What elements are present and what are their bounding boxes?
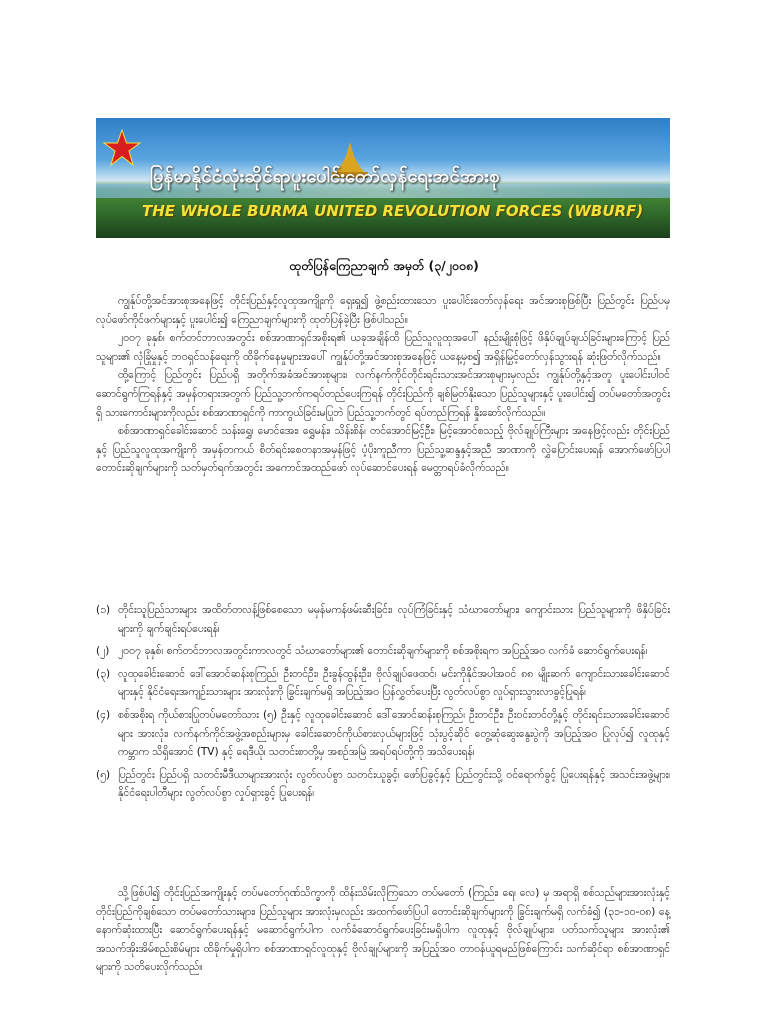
closing-paragraph: သို့ဖြစ်ပါ၍ တိုင်းပြည်အကျိုးနှင့် တပ်မတော်ဂုဏ်သိက္ခာကို ထိန်းသိမ်းလိုကြသော တပ်မတော် (ကြည်း၊ ရေ၊ လေ) မှ အရာရှိ စစ်သည်များအားလုံးနှင့် တိုင်းပြည်ကိုချစ်သော တပ်မတော်သားများ၊ ပြည်သူများ အားလုံးမှလည်း အထက်ဖော်ပြပါ တောင်းဆိုချက်များကို ခြွင်းချက်မရှိ လက်ခံ၍ (၃၁-၁၀-၀၈) နေ့ နောက်ဆုံးထားပြီး ဆောင်ရွက်ပေးရန်နှင့် မဆောင်ရွက်ပါက လက်ခံဆောင်ရွက်ပေးခြင်းမရှိပါက လူထုနှင့် ဗိုလ်ချုပ်များ၊ ပတ်သက်သူများ အားလုံး၏ အသက်အိုးအိမ်စည်းစိမ်များ ထိခိုက်မှုရှိပါက စစ်အာဏာရှင်လူထုနှင့် ဗိုလ်ချုပ်များကို အပြည့်အဝ တာဝန်ယူရမည်ဖြစ်ကြောင်း သက်ဆိုင်ရာ စစ်အာဏာရှင် များကို သတိပေးလိုက်သည်။ [96,887,670,974]
paragraph: ကျွန်ုပ်တို့အင်အားစုအနေဖြင့် တိုင်းပြည်နှင့်လူထုအကျိုးကို ရှေးရှု၍ ဖွဲ့စည်းထားသော ပူးပေါင်းတော်လှန်ရေး အင်အားစုဖြစ်ပြီး ပြည်တွင်း ပြည်ပမှ လုပ်ဖော်ကိုင်ဖက်များနှင့် ပူးပေါင်း၍ ကြေညာချက်များကို ထုတ်ပြန်ခဲ့ပြီး ဖြစ်ပါသည်။ [96,295,670,326]
demand-text: ပြည်တွင်း ပြည်ပရှိ သတင်းမီဒီယာများအားလုံး လွတ်လပ်စွာ သတင်းယူခွင့်၊ ဖော်ပြခွင့်နှင့် ပြည်တွင်းသို့ ဝင်ရောက်ခွင့် ပြုပေးရန်နှင့် အသင်းအဖွဲ့များ၊ နိုင်ငံရေးပါတီများ လွတ်လပ်စွာ လှုပ်ရှားခွင့် ပြုပေးရန်၊ [118,768,670,800]
demand-item [96,706,670,762]
banner-title: မြန်မာနိုင်ငံလုံးဆိုင်ရာပူးပေါင်းတော်လှန်ရေးအင်အားစု [150,166,500,187]
closing-section [96,884,670,977]
demand-item [96,766,670,803]
demand-number: (၅) [96,768,111,781]
demand-text: ၂၀၀၇ ခုနှစ်၊ စက်တင်ဘာလအတွင်းကာလတွင် သံဃာတော်များ၏ တောင်းဆိုချက်များကို စစ်အစိုးရက အပြည့်အဝ လက်ခံ ဆောင်ရွက်ပေးရန်၊ [118,645,648,658]
demand-text: စစ်အစိုးရ ကိုယ်စားပြုတပ်မတော်သား (၅) ဦးနှင့် လူထုခေါင်းဆောင် ဒေါ်အောင်ဆန်းစုကြည်၊ ဦးတင်ဦး၊ ဦးဝင်းတင်တို့နှင့် တိုင်းရင်းသားခေါင်းဆောင်များ အားလုံး၊ လက်နက်ကိုင်အဖွဲ့အစည်းများမှ ခေါင်းဆောင်ကိုယ်စားလှယ်များဖြင့် သုံးပွင့်ဆိုင် တွေ့ဆုံဆွေးနွေးပွဲကို အပြည့်အဝ ပြုလုပ်၍ လူထုနှင့်ကမ္ဘာက သိရှိအောင် (TV) နှင့် ရေဒီယို၊ သတင်းစာတို့မှ အစဉ်အမြဲ အရပ်ရပ်တို့ကို အသိပေးရန်၊ [118,708,670,759]
red-star-icon [102,128,142,168]
banner-subtitle: THE WHOLE BURMA UNITED REVOLUTION FORCES (WBURF) [142,202,644,220]
demand-number: (၄) [96,708,111,721]
paragraph: စစ်အာဏာရှင်ခေါင်းဆောင် သန်းရွှေ၊ မောင်အေး၊ ရွှေမန်း၊ သိန်းစိန်၊ တင်အောင်မြင့်ဦး၊ မြင့်အောင်စသည့် ဗိုလ်ချုပ်ကြီးများ အနေဖြင့်လည်း တိုင်းပြည်နှင့် ပြည်သူလူထုအကျိုးကို အမှန်တကယ် စိတ်ရင်းစေတနာအမှန်ဖြင့် ပံ့ပိုးကူညီကာ ပြည်သူ့ဆန္ဒနှင့်အညီ အာဏာကို လွှဲပြောင်းပေးရန် အောက်ဖော်ပြပါ တောင်းဆိုချက်များကို သတ်မှတ်ရက်အတွင်း အကောင်အထည်ဖော် လုပ်ဆောင်ပေးရန် မေတ္တာရပ်ခံလိုက်သည်။ [96,425,670,475]
demand-number: (၂) [96,645,110,658]
demand-text: တိုင်းသူပြည်သားများ အထိတ်တလန့်ဖြစ်စေသော မမှန်မကန်ဖမ်းဆီးခြင်း၊ လုပ်ကြံခြင်းနှင့် သံဃာတော်များ၊ ကျောင်းသား ပြည်သူများကို ဖိနှိပ်ခြင်းများကို ချက်ချင်းရပ်ပေးရန်၊ [118,604,670,635]
demand-item [96,601,670,638]
header-banner [96,118,670,238]
paragraph: ထို့ကြောင့် ပြည်တွင်း ပြည်ပရှိ အတိုက်အခံအင်အားစုများ၊ လက်နက်ကိုင်တိုင်းရင်းသားအင်အားစုများမှလည်း ကျွန်ုပ်တို့နှင့်အတူ ပူးပေါင်းပါဝင်ဆောင်ရွက်ကြရန်နှင့် အမှန်တရားအတွက် ပြည်သူ့ဘက်ကရပ်တည်ပေးကြရန် တိုင်းပြည်ကို ချစ်မြတ်နိုးသော ပြည်သူများနှင့် ပူးပေါင်း၍ တပ်မတော်အတွင်းရှိ သားကောင်းများကိုလည်း စစ်အာဏာရှင်ကို ကာကွယ်ခြင်းမပြုဘဲ ပြည်သူ့ဘက်တွင် ရပ်တည်ကြရန် နှိုးဆော်လိုက်သည်။ [96,369,670,419]
demand-number: (၃) [96,667,111,680]
statement-body [96,292,670,478]
demand-text: လူထုခေါင်းဆောင် ဒေါ်အောင်ဆန်းစုကြည်၊ ဦးတင်ဦး၊ ဦးခွန်ထွန်းဦး၊ ဗိုလ်ချုပ်ဖေထင်၊ မင်းကိုနိုင်အပါအဝင် ၈၈ မျိုးဆက် ကျောင်းသားခေါင်းဆောင်များနှင့် နိုင်ငံရေးအကျဉ်းသားများ အားလုံးကို ခြွင်းချက်မရှိ အပြည့်အဝ ပြန်လွှတ်ပေးပြီး လွတ်လပ်စွာ လှုပ်ရှားသွားလာခွင့်ပြုရန်၊ [118,667,670,699]
demand-item [96,665,670,702]
statement-title: ထုတ်ပြန်ကြေညာချက် အမှတ် (၃/၂၀၀၈) [289,258,479,273]
demand-number: (၁) [96,604,111,616]
demand-item [96,642,670,661]
demands-list [96,601,670,807]
paragraph: ၂၀၀၇ ခုနှစ်၊ စက်တင်ဘာလအတွင်း စစ်အာဏာရှင်အစိုးရ၏ ယခုအချိန်ထိ ပြည်သူလူထုအပေါ် နည်းမျိုးစုံဖြင့် ဖိနှိပ်ချုပ်ချယ်ခြင်းများကြောင့် ပြည်သူများ၏ လုံခြုံမှုနှင့် ဘဝရှင်သန်ရေးကို ထိခိုက်နေမှုများအပေါ် ကျွန်ုပ်တို့အင်အားစုအနေဖြင့် ယနေ့မှစ၍ အရှိန်မြှင့်တော်လှန်သွားရန် ဆုံးဖြတ်လိုက်သည်။ [96,332,670,363]
